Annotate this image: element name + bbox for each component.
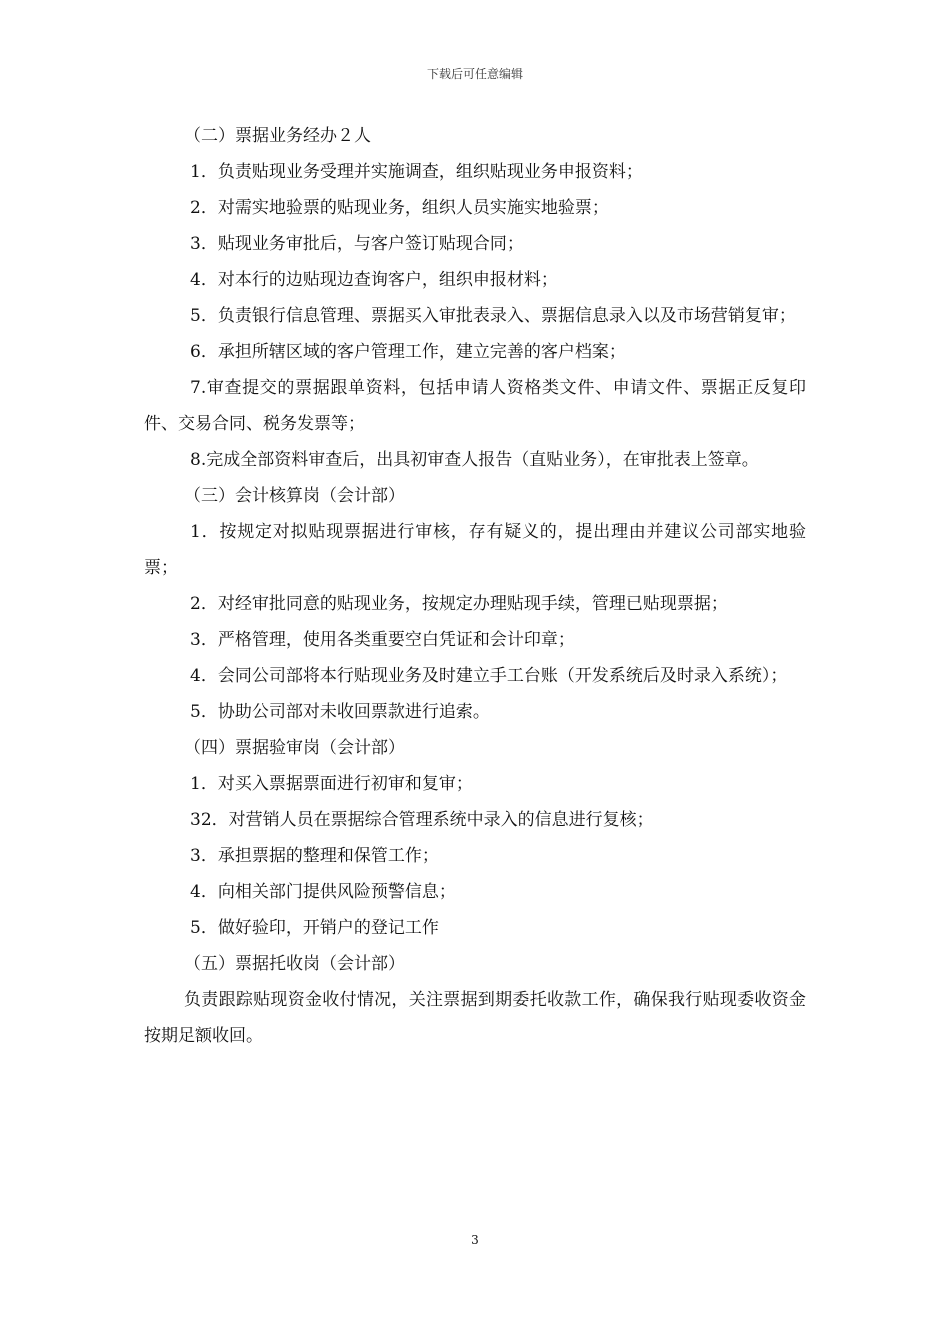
section-heading: （五）票据托收岗（会计部） (184, 954, 405, 974)
section-heading: （三）会计核算岗（会计部） (184, 486, 405, 506)
list-item: 1．负责贴现业务受理并实施调查，组织贴现业务申报资料； (190, 162, 643, 182)
body-paragraph: 负责跟踪贴现资金收付情况，关注票据到期委托收款工作，确保我行贴现委收资金按期足额收回。 (144, 990, 806, 1046)
list-item: 5．协助公司部对未收回票款进行追索。 (190, 702, 490, 722)
list-item: 2．对经审批同意的贴现业务，按规定办理贴现手续，管理已贴现票据； (190, 594, 728, 614)
list-item: 1．按规定对拟贴现票据进行审核，存有疑义的，提出理由并建议公司部实地验票； (144, 522, 806, 578)
list-item: 4．对本行的边贴现边查询客户，组织申报材料； (190, 270, 558, 290)
list-item: 5．负责银行信息管理、票据买入审批表录入、票据信息录入以及市场营销复审； (190, 306, 796, 326)
list-item: 7.审查提交的票据跟单资料，包括申请人资格类文件、申请文件、票据正反复印件、交易合同、税务发票等； (144, 378, 806, 434)
list-item: 5．做好验印，开销户的登记工作 (190, 918, 439, 938)
document-body (144, 118, 806, 1054)
list-item: 4．向相关部门提供风险预警信息； (190, 882, 456, 902)
section-heading: （四）票据验审岗（会计部） (184, 738, 405, 758)
list-item: 4．会同公司部将本行贴现业务及时建立手工台账（开发系统后及时录入系统）； (190, 666, 788, 686)
list-item: 3．贴现业务审批后，与客户签订贴现合同； (190, 234, 524, 254)
page-number: 3 (471, 1233, 479, 1247)
list-item: 32．对营销人员在票据综合管理系统中录入的信息进行复核； (190, 810, 654, 830)
page-header: 下载后可任意编辑 (426, 67, 523, 81)
list-item: 1．对买入票据票面进行初审和复审； (190, 774, 473, 794)
list-item: 3．严格管理，使用各类重要空白凭证和会计印章； (190, 630, 575, 650)
list-item: 6．承担所辖区域的客户管理工作，建立完善的客户档案； (190, 342, 626, 362)
list-item: 2．对需实地验票的贴现业务，组织人员实施实地验票； (190, 198, 609, 218)
section-heading: （二）票据业务经办２人 (184, 126, 371, 146)
list-item: 8.完成全部资料审查后，出具初审查人报告（直贴业务），在审批表上签章。 (190, 450, 759, 470)
list-item: 3．承担票据的整理和保管工作； (190, 846, 439, 866)
